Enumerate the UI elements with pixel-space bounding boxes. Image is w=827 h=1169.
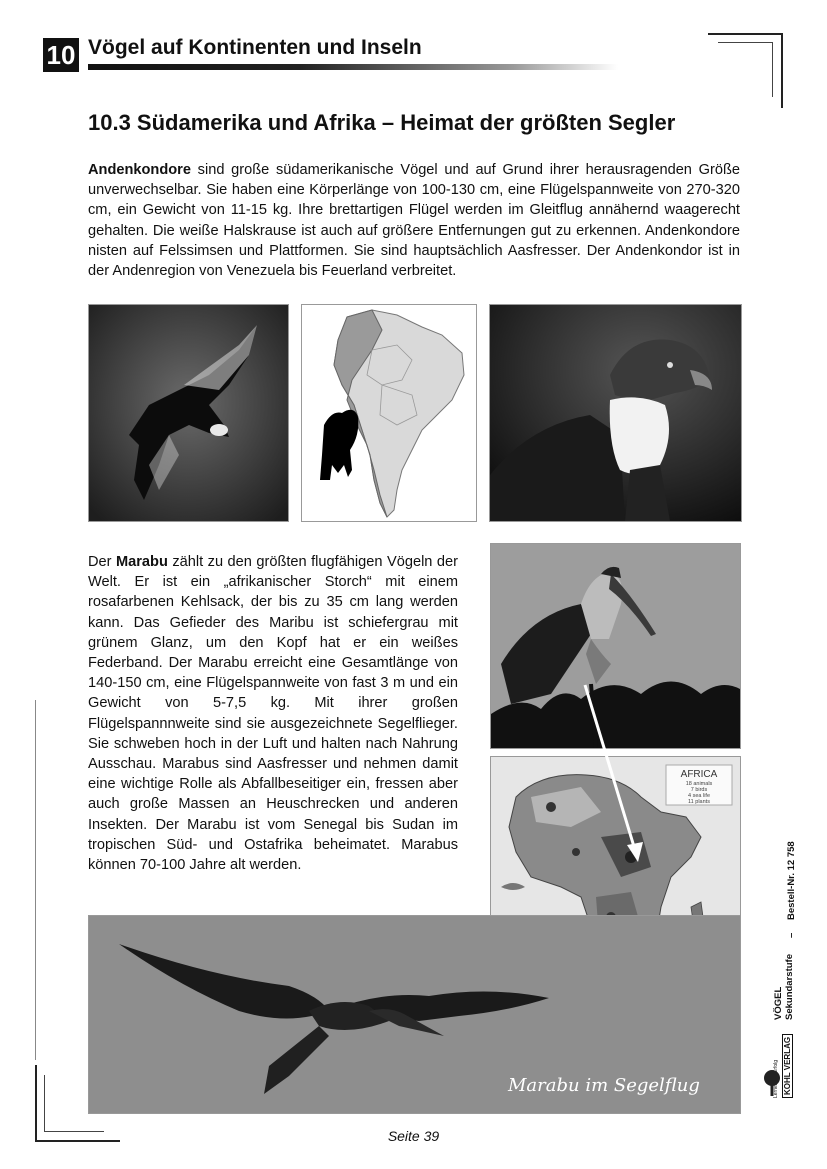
location-arrow <box>575 680 655 870</box>
africa-map-title: AFRICA <box>680 769 718 780</box>
africa-map-stat: 7 birds <box>690 787 708 793</box>
side-order-number: Bestell-Nr. 12 758 <box>786 841 797 920</box>
side-separator: – <box>786 932 797 938</box>
corner-ornament-top-right <box>718 42 773 43</box>
condor-flight-photo <box>88 304 289 522</box>
publisher-tree-icon <box>762 1068 782 1098</box>
side-subject: VÖGEL <box>773 986 784 1020</box>
condor-text: sind große südamerikanische Vögel und auf Grund ihrer herausragenden Größe unverwechselbar. Sie haben eine Körperlänge von 100-130 cm, eine Flügelspannweite von 270-320 cm, ein Gewicht von 11-15 kg. Ihre brettartigen Flügel werden im Gleitflug annähernd waagerecht gehalten. Die weiße Halskrause ist auch auf größere Entfernungen gut zu erkennen. Andenkondore nisten auf Felssimsen und Plattformen. Sie sind hauptsächlich Aasfresser. Der Andenkondor ist in der Andenregion von Venezuela bis Feuerland verbreitet. <box>88 162 740 280</box>
corner-ornament-top-right <box>708 33 783 35</box>
corner-ornament-top-right <box>772 42 773 97</box>
marabu-lead: Marabu <box>115 554 168 570</box>
corner-ornament-bottom-left <box>44 1075 45 1132</box>
page-number: Seite 39 <box>387 1128 440 1144</box>
margin-line <box>35 700 36 1060</box>
africa-map-stat: 18 animals <box>685 781 713 787</box>
africa-map-stat: 4 sea life <box>687 793 711 799</box>
corner-ornament-top-right <box>781 33 783 108</box>
side-level: Sekundarstufe <box>784 954 795 1020</box>
photo-caption: Marabu im Segelflug <box>508 1075 700 1096</box>
marabu-paragraph <box>88 552 458 875</box>
condor-portrait-photo <box>489 304 742 522</box>
chapter-title: Vögel auf Kontinenten und Inseln <box>88 36 422 59</box>
section-title: 10.3 Südamerika und Afrika – Heimat der größten Segler <box>88 110 676 135</box>
marabu-prefix: Der <box>88 554 116 570</box>
condor-lead: Andenkondore <box>88 162 191 178</box>
header-rule <box>88 64 618 70</box>
chapter-number-badge: 10 <box>43 38 79 72</box>
condor-paragraph <box>88 160 740 281</box>
publisher-logo: KOHL VERLAG <box>782 1034 793 1098</box>
africa-map-stat: 11 plants <box>688 799 710 805</box>
marabu-text: zählt zu den größten flugfähigen Vögeln der Welt. Er ist ein „afrikanischer Storch“ mit einem rosafarbenen Kehlsack, der bis zu 35 cm lang werden kann. Das Gefieder des Maribu ist schiefergrau mit grünem Glanz, um den Kopf hat er ein weißes Federband. Der Marabu erreicht eine Gesamtlänge von 140-150 cm, eine Flügelspannweite von fast 3 m und ein Gewicht von 5-7,5 kg. Mit ihrer großen Flügelspannnweite sind sie ausgezeichnete Segelflieger. Sie schweben hoch in der Luft und halten nach Nahrung Ausschau. Marabus sind Aasfresser und nehmen damit eine wichtige Rolle als Abfallbeseitiger ein, fressen aber auch große Massen an Heuschrecken und anderen Insekten. Der Marabu ist vom Senegal bis Sudan im tropischen Süd- und Ostafrika beheimatet. Marabus können 70-100 Jahre alt werden. <box>88 554 458 874</box>
south-america-map <box>301 304 477 522</box>
